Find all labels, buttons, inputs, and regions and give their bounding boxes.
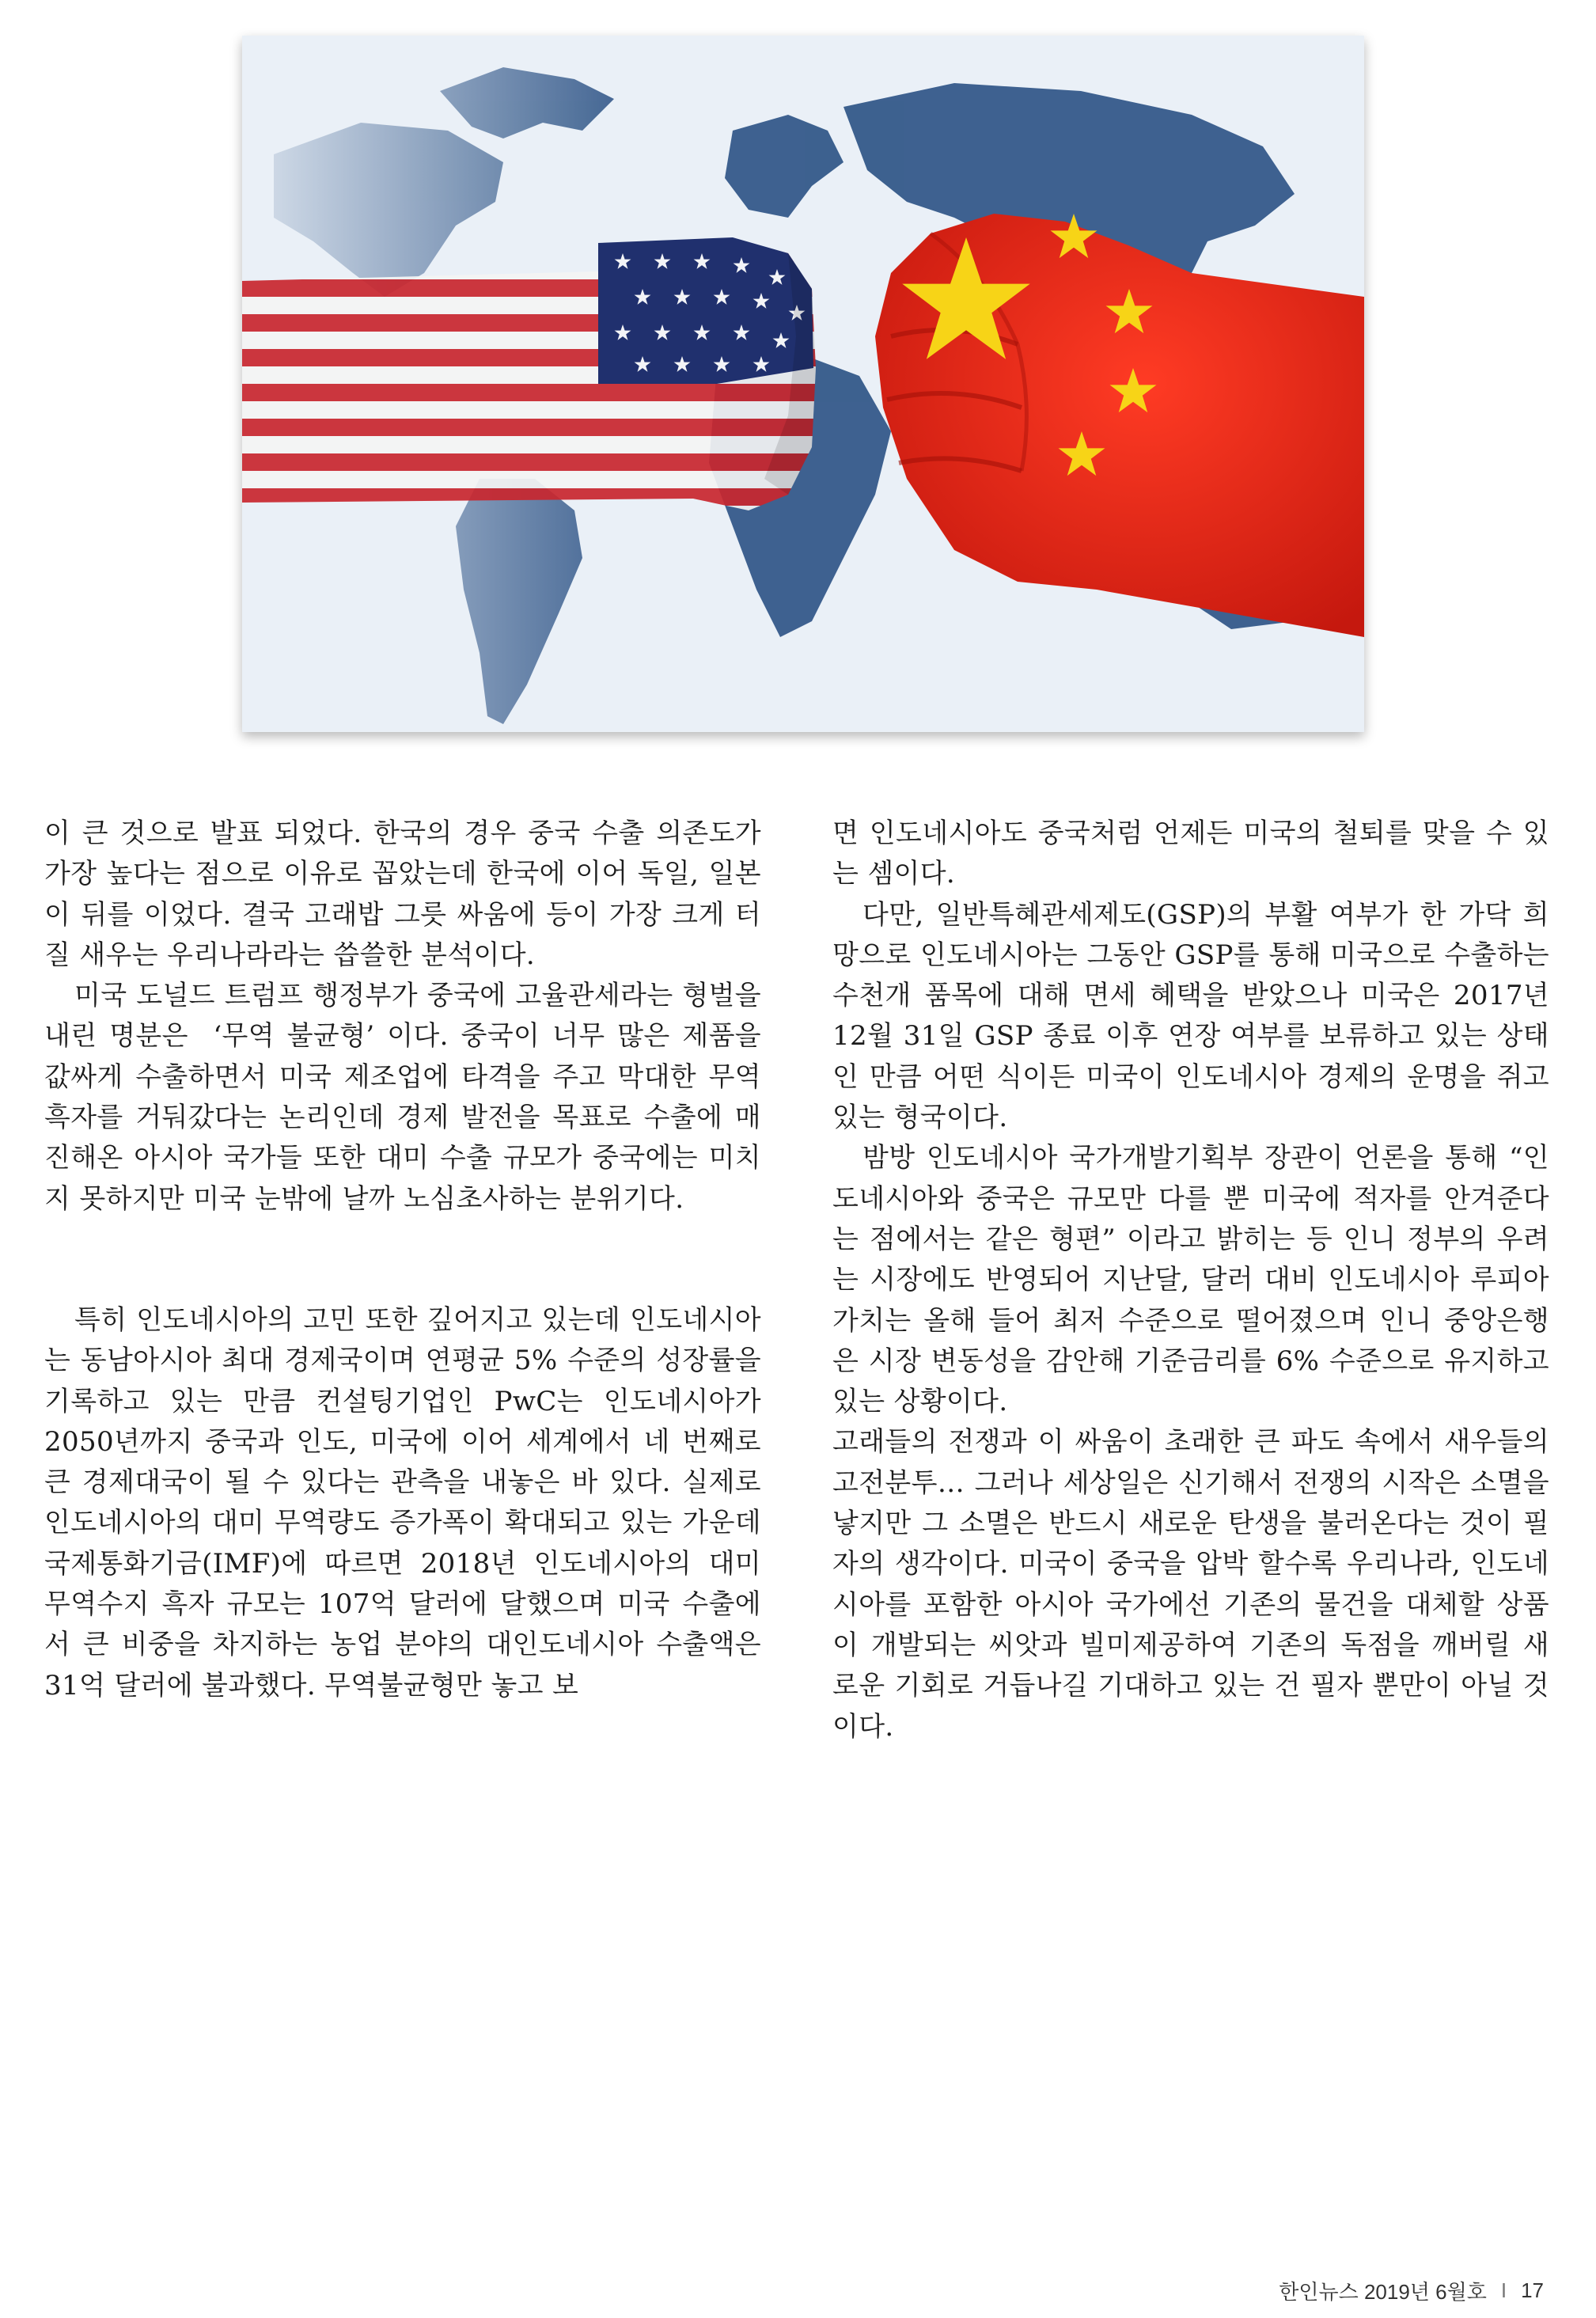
footer-separator: I — [1500, 2278, 1507, 2302]
article-right-column — [832, 814, 1559, 1747]
paragraph: 미국 도널드 트럼프 행정부가 중국에 고율관세라는 형벌을 내린 명분은 ‘무역 불균형’ 이다. 중국이 너무 많은 제품을 값싸게 수출하면서 미국 제조업에 타격을 주고 막대한 무역흑자를 거둬갔다는 논리인데 경제 발전을 목표로 수출에 매진해온 아시아 국가들 또한 대미 수출 규모가 중국에는 미치지 못하지만 미국 눈밖에 날까 노심초사하는 분위기다. — [44, 980, 771, 1215]
publication-name: 한인뉴스 2019년 6월호 — [1279, 2280, 1487, 2304]
paragraph: 다만, 일반특혜관세제도(GSP)의 부활 여부가 한 가닥 희망으로 인도네시아는 그동안 GSP를 통해 미국으로 수출하는 수천개 품목에 대해 면세 혜택을 받았으나 미국은 2017년 12월 31일 GSP 종료 이후 연장 여부를 보류하고 있는 상태인 만큼 어떤 식이든 미국이 인도네시아 경제의 운명을 쥐고 있는 형국이다. — [832, 898, 1559, 1134]
hero-illustration — [242, 36, 1364, 732]
paragraph: 고래들의 전쟁과 이 싸움이 초래한 큰 파도 속에서 새우들의 고전분투… 그러나 세상일은 신기해서 전쟁의 시작은 소멸을 낳지만 그 소멸은 반드시 새로운 탄생을 불러온다는 것이 필자의 생각이다. 미국이 중국을 압박 할수록 우리나라, 인도네시아를 포함한 아시아 국가에선 기존의 물건을 대체할 상품이 개발되는 씨앗과 빌미제공하여 기존의 독점을 깨버릴 새로운 기회로 거듭나길 기대하고 있는 건 필자 뿐만이 아닐 것이다. — [832, 1426, 1559, 1743]
article-left-column — [44, 814, 771, 1706]
us-china-fists-world-map-illustration — [242, 36, 1364, 732]
page-number: 17 — [1521, 2278, 1544, 2302]
paragraph: 특히 인도네시아의 고민 또한 깊어지고 있는데 인도네시아는 동남아시아 최대 경제국이며 연평균 5% 수준의 성장률을 기록하고 있는 만큼 컨설팅기업인 PwC는 인도네시아가 2050년까지 중국과 인도, 미국에 이어 세계에서 네 번째로 큰 경제대국이 될 수 있다는 관측을 내놓은 바 있다. 실제로 인도네시아의 대미 무역량도 증가폭이 확대되고 있는 가운데 국제통화기금(IMF)에 따르면 2018년 인도네시아의 대미 무역수지 흑자 규모는 107억 달러에 달했으며 미국 수출에서 큰 비중을 차지하는 농업 분야의 대인도네시아 수출액은 31억 달러에 불과했다. 무역불균형만 놓고 보 — [44, 1303, 771, 1702]
paragraph: 면 인도네시아도 중국처럼 언제든 미국의 철퇴를 맞을 수 있는 셈이다. — [832, 818, 1549, 890]
page-footer — [1279, 2276, 1544, 2305]
paragraph: 밤방 인도네시아 국가개발기획부 장관이 언론을 통해 “인도네시아와 중국은 규모만 다를 뿐 미국에 적자를 안겨준다는 점에서는 같은 형편” 이라고 밝히는 등 인니 정부의 우려는 시장에도 반영되어 지난달, 달러 대비 인도네시아 루피아 가치는 올해 들어 최저 수준으로 떨어졌으며 인니 중앙은행은 시장 변동성을 감안해 기준금리를 6% 수준으로 유지하고 있는 상황이다. — [832, 1142, 1559, 1418]
paragraph: 이 큰 것으로 발표 되었다. 한국의 경우 중국 수출 의존도가 가장 높다는 점으로 이유로 꼽았는데 한국에 이어 독일, 일본이 뒤를 이었다. 결국 고래밥 그릇 싸움에 등이 가장 크게 터질 새우는 우리나라라는 씁쓸한 분석이다. — [44, 818, 771, 971]
